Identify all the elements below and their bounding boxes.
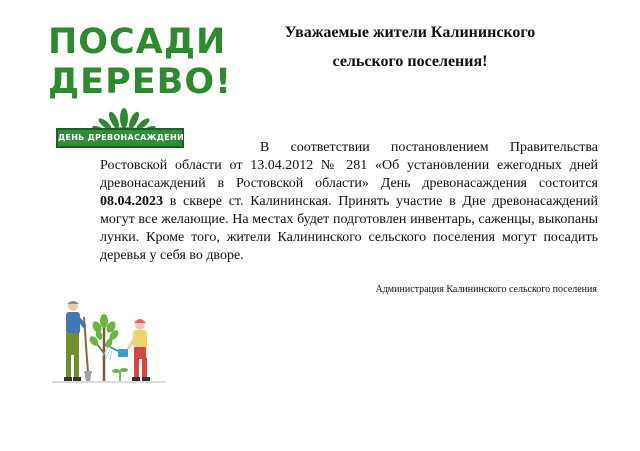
signature: Администрация Калининского сельского поселения bbox=[375, 284, 597, 295]
sprout-icon bbox=[112, 368, 128, 381]
logo-line-1: ПОСАДИ bbox=[48, 22, 227, 62]
heading-line-2: сельского поселения! bbox=[332, 53, 488, 70]
heading-line-1: Уважаемые жители Калининского bbox=[284, 24, 536, 41]
event-date: 08.04.2023 bbox=[100, 194, 163, 209]
paragraph-part-2: в сквере ст. Калининская. Принять участие в Дне древонасаждений могут все желающие. На местах будет подготовлен инвентарь, саженцы, выкопаны лунки. Кроме того, жители Калининского сельского поселения могут посадить деревья у себя во дворе. bbox=[100, 194, 598, 263]
logo-line-2: ДЕРЕВО! bbox=[48, 62, 233, 102]
paragraph-part-1: В соответствии постановлением Правительства Ростовской области от 13.04.2012 № 281 «Об установлении ежегодных дней древонасаждений в Ростовской области» День древонасаждения состоится bbox=[100, 140, 598, 191]
gardener-man-icon bbox=[64, 301, 92, 381]
announcement-paragraph bbox=[100, 139, 598, 265]
tree-planting-illustration bbox=[48, 297, 170, 387]
logo-banner: ДЕНЬ ДРЕВОНАСАЖДЕНИЯ bbox=[56, 128, 184, 148]
